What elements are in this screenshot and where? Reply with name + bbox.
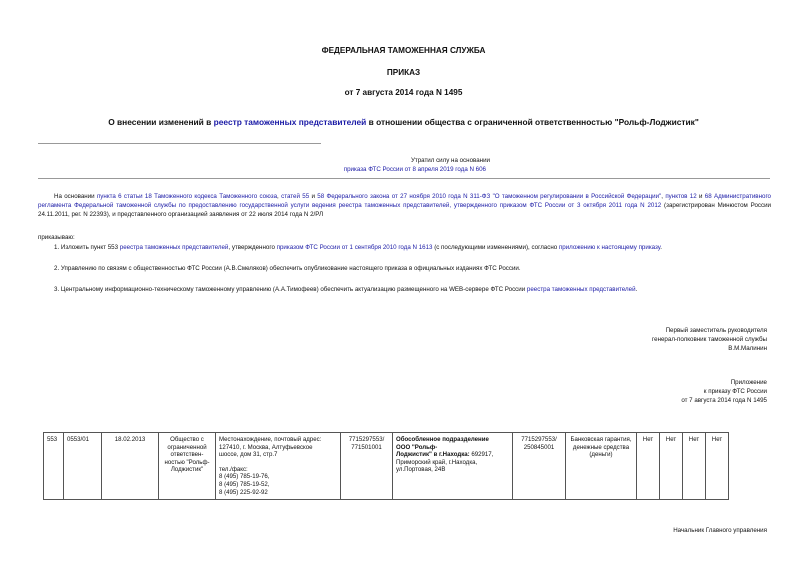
inn-line: 7715297553/	[348, 436, 385, 443]
cell-flag-4: Нет	[706, 433, 729, 500]
branch-inn-line: 7715297553/	[521, 436, 557, 443]
branch-name-line: Обособленное подразделение	[396, 436, 489, 443]
cell-inn-kpp	[341, 433, 393, 500]
link-appendix[interactable]: приложению к настоящему приказу	[558, 244, 661, 251]
cell-date: 18.02.2013	[102, 433, 159, 500]
link-customs-code[interactable]: пункта 6 статьи 18 Таможенного кодекса Таможенного союза	[96, 193, 278, 200]
preamble-text-5: и	[696, 193, 705, 200]
cell-address	[216, 433, 341, 500]
branch-name-line: ООО "Рольф-	[396, 443, 438, 451]
phone-line: 8 (495) 785-19-52,	[219, 480, 270, 488]
branch-name-line: Лоджистик" в г.Находка:	[396, 451, 470, 459]
link-order-1613[interactable]: приказом ФТС России от 1 сентября 2010 года N 1613	[276, 244, 433, 251]
cell-flag-3: Нет	[683, 433, 706, 500]
address-line: 127410, г. Москва, Алтуфьевское	[219, 443, 313, 451]
org-line: ограниченной	[167, 443, 207, 451]
cell-flag-2: Нет	[660, 433, 683, 500]
branch-kpp-line: 250845001	[523, 443, 555, 451]
signature-rank: генерал-полковник таможенной службы	[652, 336, 767, 344]
signature-block	[560, 326, 767, 354]
cell-number: 553	[44, 433, 64, 500]
subject-pre: О внесении изменений в	[108, 117, 214, 127]
link-point-12[interactable]: пунктов 12	[665, 193, 697, 200]
appendix-header	[560, 378, 767, 406]
signature-position: Первый заместитель руководителя	[665, 327, 767, 334]
preamble-text-1: На основании	[54, 193, 97, 200]
order-date-number: от 7 августа 2014 года N 1495	[344, 88, 463, 97]
item1-text-3: (с последующими изменениями), согласно	[432, 244, 559, 251]
phone-line: 8 (495) 225-92-92	[219, 488, 268, 496]
preamble-text-2: ,	[277, 193, 282, 200]
item3-text-1: 3. Центральному информационно-техническому таможенному управлению (А.А.Тимофеев) обеспечить актуализацию размещенного на WEB-сервере ФТС России	[54, 286, 527, 293]
link-federal-law-311[interactable]: 58 Федерального закона от 27 ноября 2010 года N 311-ФЗ "О таможенном регулировании в Российской Федерации"	[317, 193, 662, 200]
preamble-text-3: и	[309, 193, 318, 200]
order-intro: приказываю:	[38, 234, 75, 241]
org-line: Лоджистик"	[170, 466, 204, 474]
org-line: ностью "Рольф-	[164, 458, 210, 466]
subject-post: в отношении общества с ограниченной ответственностью "Рольф-Лоджистик"	[366, 117, 699, 127]
security-line: (деньги)	[589, 451, 613, 459]
divider-top	[38, 143, 321, 144]
preamble-text-4: ,	[661, 193, 666, 200]
appendix-ref: к приказу ФТС России	[703, 388, 767, 396]
agency-title: ФЕДЕРАЛЬНАЯ ТАМОЖЕННАЯ СЛУЖБА	[321, 46, 486, 55]
appendix-date: от 7 августа 2014 года N 1495	[681, 397, 767, 405]
branch-address-line: ул.Портовая, 24В	[396, 466, 446, 474]
branch-postcode: 692917,	[469, 451, 494, 459]
appendix-title: Приложение	[730, 379, 767, 386]
link-registry-web[interactable]: реестра таможенных представителей	[526, 286, 636, 293]
subject-registry-link[interactable]: реестр таможенных представителей	[213, 117, 367, 127]
preamble-paragraph	[38, 192, 771, 220]
cell-organization	[159, 433, 216, 500]
order-item-1	[54, 243, 770, 252]
status-note-link[interactable]: приказа ФТС России от 8 апреля 2019 года N 606	[343, 166, 486, 173]
cell-branch-kpp	[513, 433, 566, 500]
item3-text-2: .	[635, 286, 638, 293]
link-registry[interactable]: реестра таможенных представителей	[119, 244, 229, 251]
registry-table	[43, 432, 729, 500]
signature-name: В.М.Малинин	[728, 345, 767, 353]
address-line: Местонахождение, почтовый адрес:	[219, 436, 322, 443]
phones-label: тел./факс:	[219, 465, 248, 473]
item1-text-1: 1. Изложить пункт 553	[54, 244, 120, 251]
status-note	[330, 156, 490, 165]
next-signature-heading: Начальник Главного управления	[673, 527, 767, 534]
security-line: денежные средства	[572, 443, 630, 451]
branch-address-line: Приморский край, г.Находка,	[396, 458, 478, 466]
order-item-2: 2. Управлению по связям с общественностью ФТС России (А.В.Смеляков) обеспечить опубликование настоящего приказа в официальных изданиях ФТС России.	[54, 265, 521, 272]
item1-text-4: .	[660, 244, 663, 251]
cell-flag-1: Нет	[637, 433, 660, 500]
link-article-55[interactable]: статей 55	[281, 193, 310, 200]
cell-branch	[393, 433, 513, 500]
cell-security	[566, 433, 637, 500]
item1-text-2: , утвержденного	[228, 244, 277, 251]
address-line: шоссе, дом 31, стр.7	[219, 451, 278, 459]
cell-reg-number: 0553/01	[64, 433, 102, 500]
table-row	[44, 433, 729, 500]
preamble-text-6: (зарегистрирован Минюстом России 24.11.2011, рег. N 22393), и представленного организацией заявления от 22 июля 2014 года N 2/РЛ	[38, 202, 771, 219]
kpp-line: 771501001	[351, 443, 382, 451]
order-item-3	[54, 285, 770, 294]
order-subject	[0, 117, 807, 127]
security-line: Банковская гарантия,	[570, 436, 632, 443]
divider-bottom	[38, 178, 770, 179]
status-note-text: Утратил силу на основании	[410, 157, 490, 164]
link-admin-regulation[interactable]: 68 Административного регламента Федеральной таможенной службы по предоставлению государственной услуги ведения реестра таможенных представителей, утвержденного приказом ФТС России от 3 октября 2011 года N 2012	[38, 193, 772, 210]
phone-line: 8 (495) 785-19-76,	[219, 473, 270, 481]
org-line: ответствен-	[170, 451, 204, 459]
org-line: Общество с	[170, 436, 204, 443]
document-type: ПРИКАЗ	[386, 68, 421, 77]
